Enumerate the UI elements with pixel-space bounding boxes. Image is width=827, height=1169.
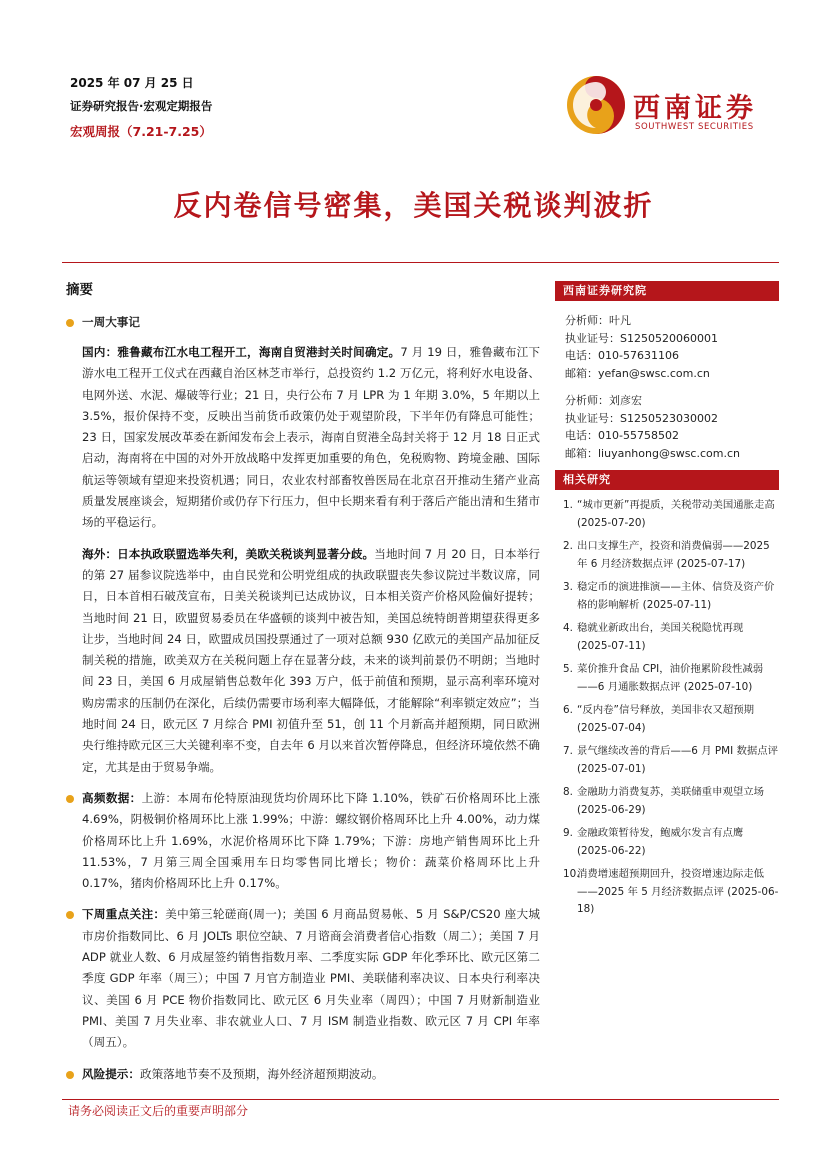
item-title: 出口支撑生产，投资和消费偏弱——2025 年 6 月经济数据点评 [577, 540, 770, 570]
item-number: 9. [563, 827, 573, 839]
item-title: “城市更新”再提质，关税带动美国通胀走高 [577, 499, 775, 511]
analyst-email[interactable]: 邮箱：yefan@swsc.com.cn [565, 366, 710, 380]
logo-emblem-icon [563, 72, 629, 138]
item-date: (2025-07-04) [577, 721, 646, 734]
logo-name-cn: 西南证券 [633, 93, 757, 124]
item-number: 4. [563, 622, 573, 634]
item-date: (2025-07-10) [683, 680, 753, 693]
domestic-paragraph [82, 342, 540, 534]
weekly-label: 宏观周报（7.21-7.25） [70, 124, 212, 139]
footer-disclaimer: 请务必阅读正文后的重要声明部分 [68, 1104, 249, 1118]
footer-divider [62, 1099, 779, 1100]
item-number: 3. [563, 581, 573, 593]
overseas-label: 海外：日本执政联盟选举失利，美欧关税谈判显著分歧。 [82, 546, 375, 561]
analyst-role: 分析师：刘彦宏 [565, 394, 642, 407]
list-item[interactable] [555, 538, 779, 573]
item-number: 5. [563, 663, 573, 675]
item-title: 消费增速超预期回升，投资增速边际走低——2025 年 5 月经济数据点评 [577, 868, 765, 898]
item-title: 菜价推升食品 CPI，油价拖累阶段性减弱——6 月通胀数据点评 [577, 663, 764, 693]
item-number: 7. [563, 745, 573, 757]
company-logo [563, 68, 773, 142]
next-week-label: 下周重点关注： [82, 907, 166, 922]
report-date: 2025 年 07 月 25 日 [70, 76, 194, 90]
events-heading: 一周大事记 [82, 315, 140, 329]
item-date: (2025-06-29) [577, 803, 646, 816]
analyst-phone: 电话：010-55758502 [565, 429, 679, 442]
domestic-text: 7 月 19 日，雅鲁藏布江下游水电工程开工仪式在西藏自治区林芝市举行，总投资约 1.2 万亿元，将利好水电设备、电网外送、水泥、爆破等行业；21 日，央行公布 7 月 LPR 为 1 年期 3.0%，5 年期以上 3.5%，报价保持不变，反映出当前货币政策仍处于观望阶段，下半年仍有降息可能性；23 日，国家发展改革委在新闻发布会上表示，海南自贸港全岛封关将于 12 月 18 日正式启动，海南将在中国的对外开放战略中发挥更加重要的角色，免税购物、跨境金融、国际航运等领域有望迎来投资机遇；同日，农业农村部畜牧兽医局在北京召开推动生猪产业高质量发展座谈会，短期猪价或仍存下行压力，但中长期来看有利于落后产能出清和生猪市场的平稳运行。 [82, 345, 540, 530]
item-date: (2025-07-11) [577, 639, 646, 652]
risk-paragraph [82, 1064, 540, 1085]
related-research-list [555, 497, 779, 919]
domestic-label: 国内：雅鲁藏布江水电工程开工，海南自贸港封关时间确定。 [82, 345, 401, 359]
item-number: 6. [563, 704, 573, 716]
risk-block [62, 1064, 540, 1085]
high-frequency-paragraph [82, 788, 540, 894]
item-title: 稳就业新政出台，美国关税隐忧再现 [577, 622, 744, 634]
list-item[interactable] [555, 743, 779, 778]
list-item[interactable] [555, 620, 779, 655]
item-title: 稳定币的演进推演——主体、信贷及资产价格的影响解析 [577, 581, 775, 611]
analyst-phone: 电话：010-57631106 [565, 349, 679, 362]
bullet-icon [66, 1071, 74, 1079]
page-title: 反内卷信号密集，美国关税谈判波折 [173, 189, 654, 222]
list-item[interactable] [555, 702, 779, 737]
analyst-license: 执业证号：S1250520060001 [565, 331, 718, 345]
item-title: 金融政策暂待发，鲍威尔发言有点鹰 [577, 827, 744, 839]
item-number: 1. [563, 499, 573, 511]
analyst-license: 执业证号：S1250523030002 [565, 411, 718, 425]
report-type: 证券研究报告·宏观定期报告 [70, 99, 213, 113]
title-divider [62, 262, 779, 263]
item-date: (2025-06-18) [577, 885, 779, 915]
list-item[interactable] [555, 784, 779, 819]
overseas-text: 当地时间 7 月 20 日，日本举行的第 27 届参议院选举中，由自民党和公明党组成的执政联盟丧失参议院过半数议席，同日，日本首相石破茂宣布，日美关税谈判已达成协议，日本相关资产价格风险偏好提转；当地时间 21 日，欧盟贸易委员在华盛顿的谈判中被告知，美国总统特朗普期望获得更多让步，当地时间 24 日，欧盟成员国投票通过了一项对总额 930 亿欧元的美国产品加征反制关税的措施，欧美双方在关税问题上存在显著分歧，未来的谈判前景仍不明朗；当地时间 23 日，美国 6 月成屋销售总数年化 393 万户，低于前值和预期，显示高利率环境对购房需求的压制仍在深化，后续仍需要市场利率大幅降低，才能解除“利率锁定效应”；当地时间 24 日，欧元区 7 月综合 PMI 初值升至 51，创 11 个月新高并超预期，同日欧洲央行维持欧元区三大关键利率不变，自去年 6 月以来首次暂停降息，但经济环境依然不确定，尤其是由于贸易争端。 [82, 546, 540, 774]
item-number: 8. [563, 786, 573, 798]
next-week-text: 美中第三轮磋商(周一)；美国 6 月商品贸易帐、5 月 S&P/CS20 座大城市房价指数同比、6 月 JOLTs 职位空缺、7 月谘商会消费者信心指数（周二）；美国 7 月 ADP 就业人数、6 月成屋签约销售指数月率、二季度实际 GDP 年化季环比、欧元区第二季度 GDP 年率（周三）；中国 7 月官方制造业 PMI、美联储利率决议、日本央行利率决议、美国 6 月 PCE 物价指数同比、欧元区 6 月失业率（周四）；中国 7 月财新制造业 PMI、美国 7 月失业率、非农就业人口、7 月 ISM 制造业指数、欧元区 7 月 CPI 年率（周五）。 [82, 907, 540, 1050]
high-frequency-label: 高频数据： [82, 790, 142, 805]
related-research-header: 相关研究 [555, 470, 779, 490]
analyst-1 [565, 312, 779, 382]
sidebar [555, 281, 779, 925]
logo-name-en: SOUTHWEST SECURITIES [635, 122, 754, 132]
item-date: (2025-07-20) [577, 516, 646, 529]
analyst-list [565, 312, 779, 462]
bullet-icon [66, 795, 74, 803]
analyst-role: 分析师：叶凡 [565, 314, 631, 327]
item-title: 景气继续改善的背后——6 月 PMI 数据点评 [577, 745, 779, 757]
bullet-icon [66, 319, 74, 327]
abstract-heading: 摘要 [66, 282, 93, 298]
overseas-paragraph [82, 544, 540, 778]
list-item[interactable] [555, 866, 779, 919]
item-number: 2. [563, 540, 573, 552]
item-date: (2025-07-17) [676, 557, 746, 570]
next-week-paragraph [82, 904, 540, 1053]
list-item[interactable] [555, 497, 779, 532]
abstract-section [62, 278, 540, 1085]
item-title: “反内卷”信号释放，美国非农又超预期 [577, 704, 755, 716]
analyst-spacer [565, 382, 779, 392]
analyst-2 [565, 392, 779, 462]
high-frequency-text: 上游：本周布伦特原油现货均价周环比下降 1.10%，铁矿石价格周环比上涨 4.69%，阴极铜价格周环比上涨 1.99%；中游：螺纹钢价格周环比上升 4.00%，动力煤价格周环比上升 1.69%，水泥价格周环比下降 1.79%；下游：房地产销售周环比上升 11.53%，7 月第三周全国乘用车日均零售同比增长；物价：蔬菜价格周环比上升 0.17%，猪肉价格周环比上升 0.17%。 [82, 790, 540, 891]
list-item[interactable] [555, 661, 779, 696]
item-date: (2025-07-01) [577, 762, 646, 775]
next-week-block [62, 904, 540, 1053]
analyst-email[interactable]: 邮箱：liuyanhong@swsc.com.cn [565, 446, 740, 460]
bullet-icon [66, 911, 74, 919]
item-number: 10. [563, 868, 580, 880]
institute-header: 西南证券研究院 [555, 281, 779, 301]
list-item[interactable] [555, 579, 779, 614]
item-date: (2025-06-22) [577, 844, 646, 857]
item-title: 金融助力消费复苏，美联储重申观望立场 [577, 786, 765, 798]
high-frequency-block [62, 788, 540, 894]
item-date: (2025-07-11) [642, 598, 712, 611]
events-block [62, 312, 540, 778]
list-item[interactable] [555, 825, 779, 860]
risk-label: 风险提示： [82, 1066, 140, 1081]
risk-text: 政策落地节奏不及预期，海外经济超预期波动。 [139, 1066, 384, 1081]
